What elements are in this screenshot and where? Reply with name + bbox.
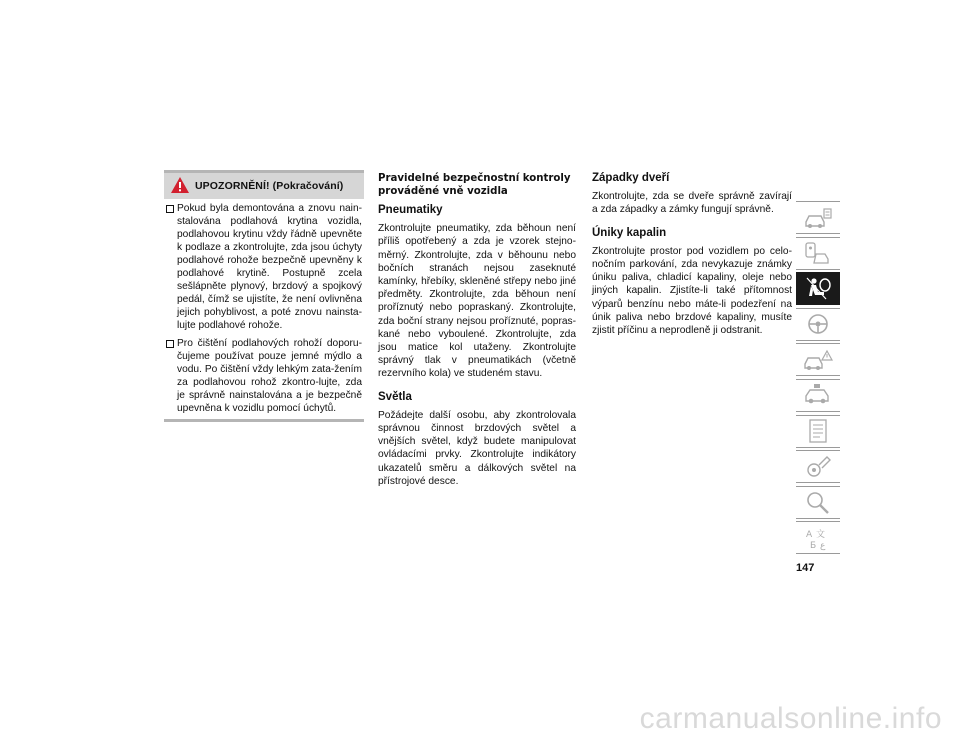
- tab-keys[interactable]: [796, 237, 840, 270]
- spec-wrench-icon: [802, 454, 834, 480]
- key-lock-icon: [802, 240, 834, 266]
- right-column: [592, 172, 792, 347]
- tab-safety[interactable]: [796, 272, 840, 305]
- svg-text:文: 文: [816, 529, 826, 540]
- paragraph-tires: Zkontrolujte pneumatiky, zda běhoun není příliš opotřebený a zda je vzorek stejno-měrný. Zkontrolujte, zda v běhounu nebo bočních stranách nejsou zaseknuté kamínky, hřebíky, skleněné střepy nebo jiné předměty. Zkontrolujte, zda běhoun není proříznutý nebo popraskaný. Zkontrolujte, zda boční strany nejsou proříznuté, popras-kané nebo vyboulené. Zkontrolujte, zda jsou matice kol utaženy. Zkontrolujte správný tlak v pneumatikách (včetně rezervního kola) ve studeném stavu.: [378, 223, 576, 380]
- chapter-tabs: [796, 201, 840, 557]
- tab-emergency[interactable]: [796, 379, 840, 412]
- car-warning-icon: [802, 347, 834, 373]
- tab-specifications[interactable]: [796, 450, 840, 483]
- airbag-safety-icon: [802, 276, 834, 302]
- subheading-tires: Pneumatiky: [378, 204, 443, 216]
- bullet-square-icon: [166, 340, 174, 348]
- bullet-square-icon: [166, 205, 174, 213]
- svg-text:A: A: [806, 529, 813, 540]
- paragraph-lights: Požádejte další osobu, aby zkontrolovala správnou činnost brzdových světel a vnějších světel, když budete manipulovat ovládacími prvky. Zkontrolujte indikátory ukazatelů směru a dálkových světel na přístrojové desce.: [378, 409, 576, 487]
- page-number: 147: [796, 562, 815, 574]
- warning-header: [164, 173, 364, 199]
- car-info-icon: [802, 205, 834, 231]
- svg-text:Б: Б: [810, 540, 817, 551]
- tab-driving[interactable]: [796, 308, 840, 341]
- steering-wheel-icon: [802, 311, 834, 337]
- warning-list: [164, 199, 364, 415]
- section-heading: Pravidelné bezpečnostní kontroly prováděné vně vozidla: [378, 173, 571, 197]
- tab-languages[interactable]: [796, 521, 840, 554]
- car-jack-icon: [802, 382, 834, 408]
- magnifier-index-icon: [802, 489, 834, 515]
- paragraph-fluid-leaks: Zkontrolujte prostor pod vozidlem po celo-nočním parkování, zda nevykazuje známky úniku paliva, chladicí kapaliny, oleje nebo jiných kapalin. Zjistíte-li také přítomnost výparů benzínu nebo máte-li podezření na únik paliva nebo brzdové kapaliny, musíte zjistit příčinu a neprodleně ji odstranit.: [592, 245, 792, 337]
- warning-box: [164, 170, 364, 422]
- subheading-fluid-leaks: Úniky kapalin: [592, 226, 667, 239]
- tab-car-info[interactable]: [796, 201, 840, 234]
- paragraph-door-latches: Zkontrolujte, zda se dveře správně zavírají a zda západky a zámky fungují správně.: [592, 191, 792, 216]
- tab-warnings[interactable]: [796, 343, 840, 376]
- tab-service[interactable]: [796, 415, 840, 448]
- tab-index[interactable]: [796, 486, 840, 519]
- warning-item: Pro čištění podlahových rohoží doporu-čujeme používat pouze jemné mýdlo a vodu. Po čištění vždy lehkým zata-žením za podlahovou rohož zkontro-lujte, zda je správně nainstalována a je bezpečně upevněna k vozidlu pomocí úchytů.: [164, 337, 362, 415]
- svg-text:ع: ع: [820, 540, 826, 551]
- subheading-door-latches: Západky dveří: [592, 172, 670, 184]
- warning-triangle-icon: [170, 176, 190, 194]
- warning-title: UPOZORNĚNÍ! (Pokračování): [195, 180, 344, 192]
- subheading-lights: Světla: [378, 390, 412, 403]
- service-checklist-icon: [802, 418, 834, 444]
- multilanguage-icon: [802, 525, 834, 551]
- watermark: carmanualsonline.info: [639, 702, 942, 735]
- middle-column: [378, 172, 576, 498]
- warning-item: Pokud byla demontována a znovu nain-stalována podlahová krytina vozidla, podlahovou krytinu vždy řádně upevněte k podlaze a zkontrolujte, zda jsou úchyty podlahové rohože bezpečně upevněny k podlahové krytině. Postupně zcela sešlápněte plynový, brzdový a spojkový pedál, čímž se ujistíte, že není ovlivněna jejich pohyblivost, a poté znovu nainsta-lujte podlahové rohože.: [164, 202, 362, 332]
